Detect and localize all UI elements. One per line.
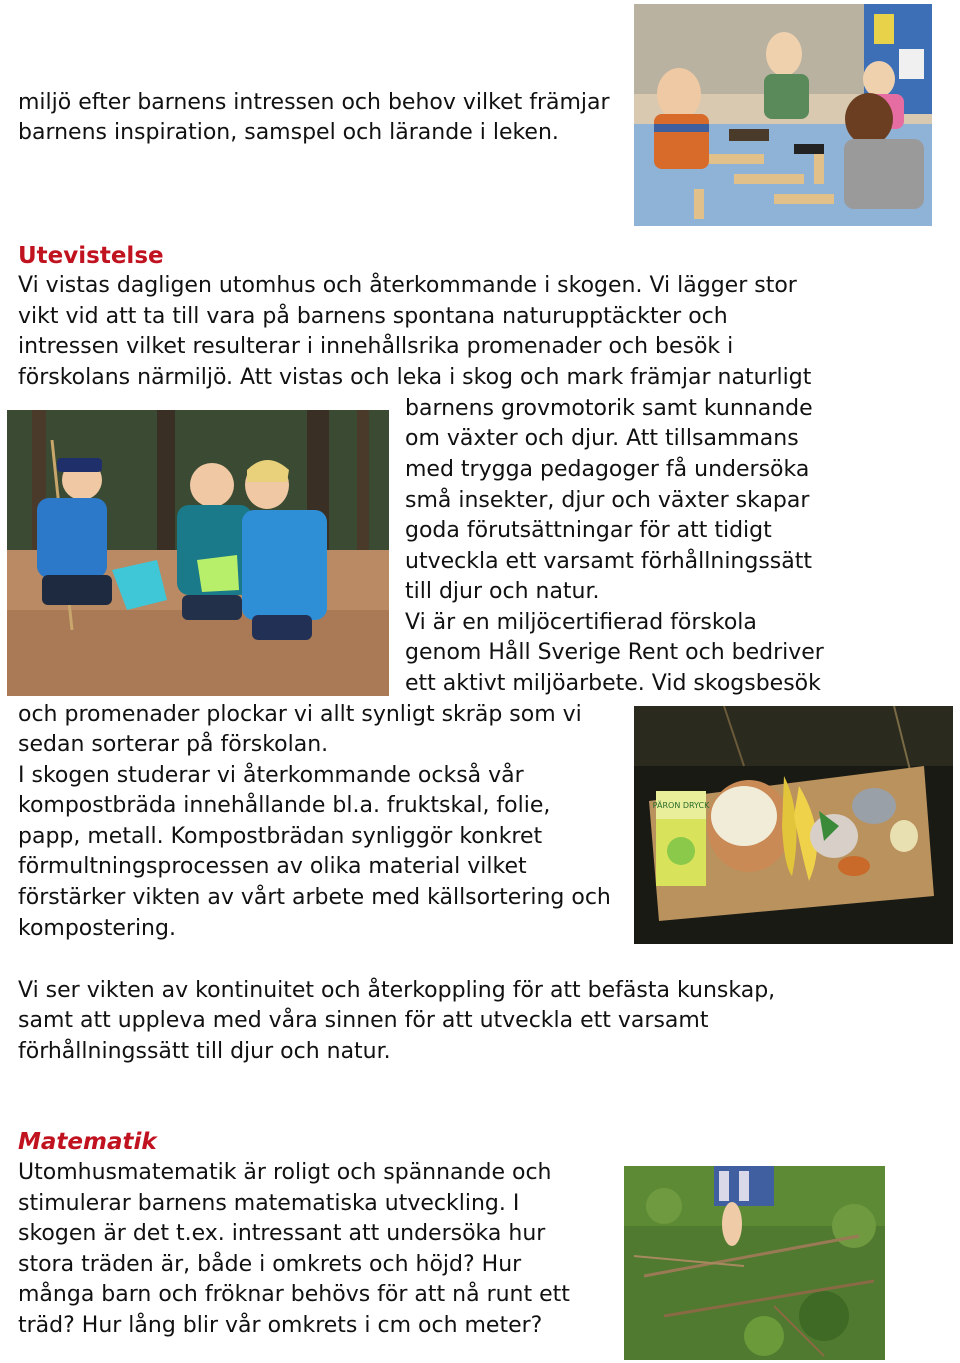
- photo-children-forest: [7, 410, 389, 696]
- utevistelse-after-line-1: och promenader plockar vi allt synligt skräp som vi: [18, 702, 582, 727]
- utevistelse-indent-line-9: genom Håll Sverige Rent och bedriver: [405, 640, 824, 665]
- utevistelse-indent-line-4: små insekter, djur och växter skapar: [405, 488, 810, 513]
- intro-line-1: miljö efter barnens intressen och behov vilket främjar: [18, 90, 610, 115]
- heading-matematik: Matematik: [18, 1129, 157, 1155]
- utevistelse-line-1: Vi vistas dagligen utomhus och återkommande i skogen. Vi lägger stor: [18, 273, 797, 298]
- matematik-line-6: träd? Hur lång blir vår omkrets i cm och meter?: [18, 1313, 543, 1338]
- matematik-line-5: många barn och fröknar behövs för att nå runt ett: [18, 1282, 570, 1307]
- utevistelse-after-line-3: I skogen studerar vi återkommande också vår: [18, 763, 524, 788]
- utevistelse-indent-line-1: barnens grovmotorik samt kunnande: [405, 396, 813, 421]
- utevistelse-indent-line-8: Vi är en miljöcertifierad förskola: [405, 610, 757, 635]
- utevistelse-indent-line-10: ett aktivt miljöarbete. Vid skogsbesök: [405, 671, 821, 696]
- photo-sticks-grass: [624, 1166, 885, 1360]
- utevistelse-after-line-6: förmultningsprocessen av olika material vilket: [18, 854, 527, 879]
- utevistelse-after-line-5: papp, metall. Kompostbrädan synliggör konkret: [18, 824, 543, 849]
- juice-box-label: PÄRON DRYCK: [652, 801, 710, 810]
- matematik-line-3: skogen är det t.ex. intressant att undersöka hur: [18, 1221, 546, 1246]
- photo-children-building: [634, 4, 932, 226]
- utevistelse-indent-line-5: goda förutsättningar för att tidigt: [405, 518, 772, 543]
- utevistelse-after-line-7: förstärker vikten av vårt arbete med källsortering och: [18, 885, 611, 910]
- utevistelse-indent-line-3: med trygga pedagoger få undersöka: [405, 457, 810, 482]
- photo-compost-board: [634, 706, 953, 944]
- utevistelse-after-line-2: sedan sorterar på förskolan.: [18, 732, 329, 757]
- utevistelse-indent-line-6: utveckla ett varsamt förhållningssätt: [405, 549, 812, 574]
- matematik-line-2: stimulerar barnens matematiska utveckling. I: [18, 1191, 520, 1216]
- continuity-line-1: Vi ser vikten av kontinuitet och återkoppling för att befästa kunskap,: [18, 978, 776, 1003]
- utevistelse-after-line-4: kompostbräda innehållande bl.a. fruktskal, folie,: [18, 793, 551, 818]
- heading-utevistelse: Utevistelse: [18, 243, 164, 269]
- utevistelse-line-2: vikt vid att ta till vara på barnens spontana naturupptäckter och: [18, 304, 728, 329]
- intro-line-2: barnens inspiration, samspel och lärande i leken.: [18, 120, 559, 145]
- utevistelse-after-line-8: kompostering.: [18, 916, 176, 941]
- continuity-line-3: förhållningssätt till djur och natur.: [18, 1039, 391, 1064]
- utevistelse-indent-line-2: om växter och djur. Att tillsammans: [405, 426, 799, 451]
- utevistelse-line-4: förskolans närmiljö. Att vistas och leka i skog och mark främjar naturligt: [18, 365, 812, 390]
- continuity-line-2: samt att uppleva med våra sinnen för att utveckla ett varsamt: [18, 1008, 709, 1033]
- utevistelse-indent-line-7: till djur och natur.: [405, 579, 600, 604]
- matematik-line-1: Utomhusmatematik är roligt och spännande och: [18, 1160, 552, 1185]
- matematik-line-4: stora träden är, både i omkrets och höjd? Hur: [18, 1252, 522, 1277]
- utevistelse-line-3: intressen vilket resulterar i innehållsrika promenader och besök i: [18, 334, 734, 359]
